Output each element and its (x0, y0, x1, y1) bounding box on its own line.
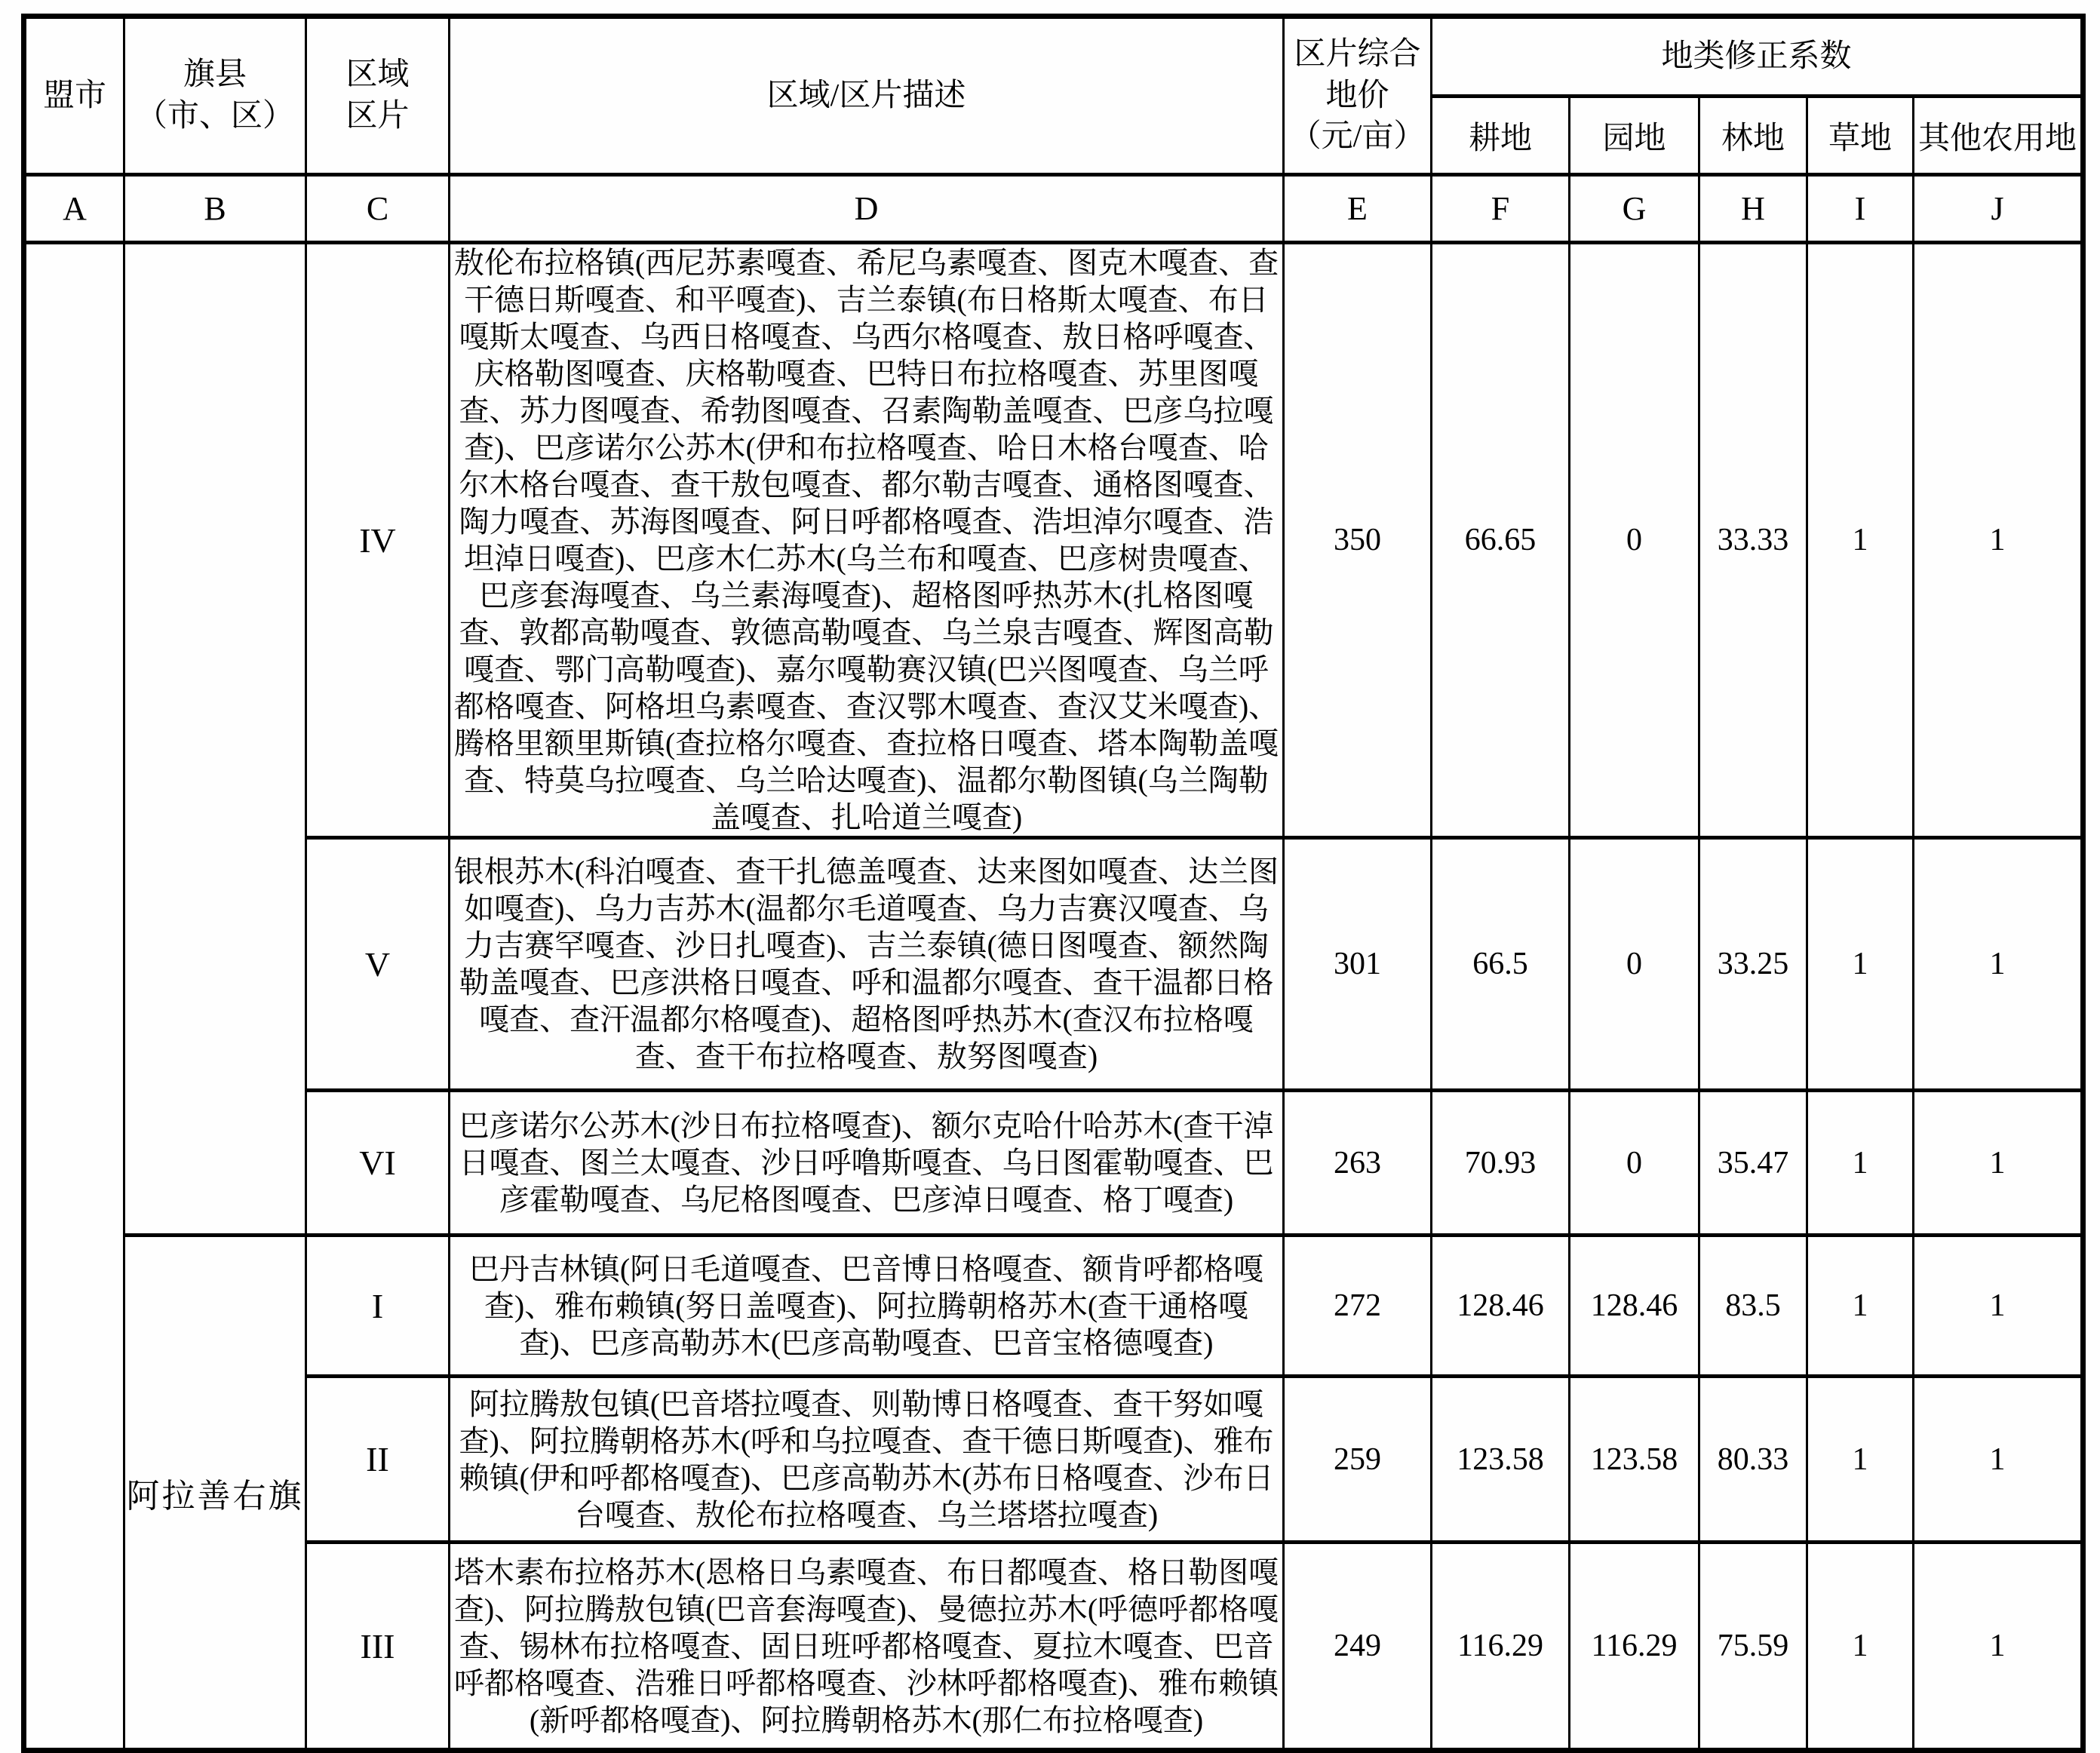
header-coeff-grassland: 草地 (1807, 97, 1914, 175)
header-league-label: 盟市 (42, 78, 106, 113)
coeff-garden-cell: 0 (1570, 1091, 1699, 1236)
coeff-garden-cell: 0 (1570, 838, 1699, 1091)
coeff-other-agri-cell: 1 (1914, 1091, 2083, 1236)
zone-cell: IV (306, 243, 450, 838)
column-letters-row (24, 175, 2083, 243)
price-cell: 249 (1284, 1543, 1432, 1751)
zone-cell: III (306, 1543, 450, 1751)
header-price-line2: 地价 (1325, 78, 1389, 113)
coeff-forest-cell: 80.33 (1699, 1377, 1807, 1543)
zone-cell: I (306, 1236, 450, 1377)
column-letter-c: C (306, 175, 450, 243)
column-letter-i: I (1807, 175, 1914, 243)
description-cell: 阿拉腾敖包镇(巴音塔拉嘎查、则勒博日格嘎查、查干努如嘎查)、阿拉腾朝格苏木(呼和乌拉嘎查、查干德日斯嘎查)、雅布赖镇(伊和呼都格嘎查)、巴彦高勒苏木(苏布日格嘎查、沙布日台嘎查、敖伦布拉格嘎查、乌兰塔塔拉嘎查) (450, 1377, 1284, 1543)
coeff-forest-cell: 83.5 (1699, 1236, 1807, 1377)
price-cell: 259 (1284, 1377, 1432, 1543)
coeff-grassland-cell: 1 (1807, 243, 1914, 838)
price-cell: 272 (1284, 1236, 1432, 1377)
column-letter-j: J (1914, 175, 2083, 243)
table-row (24, 838, 2083, 1091)
table-row (24, 1543, 2083, 1751)
description-cell: 敖伦布拉格镇(西尼苏素嘎查、希尼乌素嘎查、图克木嘎查、查干德日斯嘎查、和平嘎查)、吉兰泰镇(布日格斯太嘎查、布日嘎斯太嘎查、乌西日格嘎查、乌西尔格嘎查、敖日格呼嘎查、庆格勒图嘎查、庆格勒嘎查、巴特日布拉格嘎查、苏里图嘎查、苏力图嘎查、希勃图嘎查、召素陶勒盖嘎查、巴彦乌拉嘎查)、巴彦诺尔公苏木(伊和布拉格嘎查、哈日木格台嘎查、哈尔木格台嘎查、查干敖包嘎查、都尔勒吉嘎查、通格图嘎查、陶力嘎查、苏海图嘎查、阿日呼都格嘎查、浩坦淖尔嘎查、浩坦淖日嘎查)、巴彦木仁苏木(乌兰布和嘎查、巴彦树贵嘎查、巴彦套海嘎查、乌兰素海嘎查)、超格图呼热苏木(扎格图嘎查、敦都高勒嘎查、敦德高勒嘎查、乌兰泉吉嘎查、辉图高勒嘎查、鄂门高勒嘎查)、嘉尔嘎勒赛汉镇(巴兴图嘎查、乌兰呼都格嘎查、阿格坦乌素嘎查、查汉鄂木嘎查、查汉艾米嘎查)、腾格里额里斯镇(查拉格尔嘎查、查拉格日嘎查、塔本陶勒盖嘎查、特莫乌拉嘎查、乌兰哈达嘎查)、温都尔勒图镇(乌兰陶勒盖嘎查、扎哈道兰嘎查) (450, 243, 1284, 838)
coeff-forest-cell: 33.25 (1699, 838, 1807, 1091)
header-zone (306, 17, 450, 175)
header-price-line3: （元/亩） (1289, 119, 1426, 155)
coeff-cropland-cell: 66.65 (1432, 243, 1570, 838)
column-letter-g: G (1570, 175, 1699, 243)
table-row (24, 1091, 2083, 1236)
coeff-forest-cell: 33.33 (1699, 243, 1807, 838)
coeff-grassland-cell: 1 (1807, 1091, 1914, 1236)
coeff-grassland-cell: 1 (1807, 1236, 1914, 1377)
table-row (24, 1236, 2083, 1377)
coeff-cropland-cell: 123.58 (1432, 1377, 1570, 1543)
header-row-1 (24, 17, 2083, 97)
description-cell: 巴彦诺尔公苏木(沙日布拉格嘎查)、额尔克哈什哈苏木(查干淖日嘎查、图兰太嘎查、沙日呼噜斯嘎查、乌日图霍勒嘎查、巴彦霍勒嘎查、乌尼格图嘎查、巴彦淖日嘎查、格丁嘎查) (450, 1091, 1284, 1236)
table-row (24, 1377, 2083, 1543)
column-letter-e: E (1284, 175, 1432, 243)
description-cell: 巴丹吉林镇(阿日毛道嘎查、巴音博日格嘎查、额肯呼都格嘎查)、雅布赖镇(努日盖嘎查)、阿拉腾朝格苏木(查干通格嘎查)、巴彦高勒苏木(巴彦高勒嘎查、巴音宝格德嘎查) (450, 1236, 1284, 1377)
header-league (24, 17, 124, 175)
header-county (124, 17, 306, 175)
price-cell: 350 (1284, 243, 1432, 838)
price-cell: 301 (1284, 838, 1432, 1091)
description-cell: 银根苏木(科泊嘎查、查干扎德盖嘎查、达来图如嘎查、达兰图如嘎查)、乌力吉苏木(温都尔毛道嘎查、乌力吉赛汉嘎查、乌力吉赛罕嘎查、沙日扎嘎查)、吉兰泰镇(德日图嘎查、额然陶勒盖嘎查、巴彦洪格日嘎查、呼和温都尔嘎查、查干温都日格嘎查、查汗温都尔格嘎查)、超格图呼热苏木(查汉布拉格嘎查、查干布拉格嘎查、敖努图嘎查) (450, 838, 1284, 1091)
land-price-table (21, 14, 2086, 1753)
header-coeff-forest: 林地 (1699, 97, 1807, 175)
header-price-line1: 区片综合 (1294, 37, 1421, 72)
column-letter-d: D (450, 175, 1284, 243)
header-coeff-cropland: 耕地 (1432, 97, 1570, 175)
column-letter-a: A (24, 175, 124, 243)
price-cell: 263 (1284, 1091, 1432, 1236)
table-row (24, 243, 2083, 838)
header-description-label: 区域/区片描述 (766, 78, 966, 113)
coeff-grassland-cell: 1 (1807, 838, 1914, 1091)
header-coeff-group: 地类修正系数 (1432, 17, 2083, 97)
coeff-garden-cell: 123.58 (1570, 1377, 1699, 1543)
description-cell: 塔木素布拉格苏木(恩格日乌素嘎查、布日都嘎查、格日勒图嘎查)、阿拉腾敖包镇(巴音套海嘎查)、曼德拉苏木(呼德呼都格嘎查、锡林布拉格嘎查、固日班呼都格嘎查、夏拉木嘎查、巴音呼都格嘎查、浩雅日呼都格嘎查、沙林呼都格嘎查)、雅布赖镇(新呼都格嘎查)、阿拉腾朝格苏木(那仁布拉格嘎查) (450, 1543, 1284, 1751)
coeff-cropland-cell: 128.46 (1432, 1236, 1570, 1377)
header-coeff-garden: 园地 (1570, 97, 1699, 175)
county-cell-empty (124, 243, 306, 1236)
coeff-cropland-cell: 116.29 (1432, 1543, 1570, 1751)
coeff-grassland-cell: 1 (1807, 1377, 1914, 1543)
header-county-line1: 旗县 (183, 57, 247, 93)
column-letter-h: H (1699, 175, 1807, 243)
coeff-garden-cell: 116.29 (1570, 1543, 1699, 1751)
header-zone-line2: 区片 (345, 99, 410, 134)
league-cell-empty (24, 243, 124, 1751)
header-price (1284, 17, 1432, 175)
coeff-garden-cell: 0 (1570, 243, 1699, 838)
zone-cell: VI (306, 1091, 450, 1236)
coeff-other-agri-cell: 1 (1914, 1543, 2083, 1751)
coeff-cropland-cell: 70.93 (1432, 1091, 1570, 1236)
coeff-forest-cell: 35.47 (1699, 1091, 1807, 1236)
county-cell: 阿拉善右旗 (124, 1236, 306, 1751)
header-description (450, 17, 1284, 175)
coeff-other-agri-cell: 1 (1914, 1236, 2083, 1377)
coeff-forest-cell: 75.59 (1699, 1543, 1807, 1751)
zone-cell: V (306, 838, 450, 1091)
coeff-cropland-cell: 66.5 (1432, 838, 1570, 1091)
coeff-other-agri-cell: 1 (1914, 243, 2083, 838)
header-coeff-other-agri: 其他农用地 (1914, 97, 2083, 175)
coeff-grassland-cell: 1 (1807, 1543, 1914, 1751)
coeff-other-agri-cell: 1 (1914, 1377, 2083, 1543)
column-letter-b: B (124, 175, 306, 243)
coeff-other-agri-cell: 1 (1914, 838, 2083, 1091)
header-zone-line1: 区域 (345, 57, 410, 93)
header-county-line2: （市、区） (135, 99, 294, 134)
column-letter-f: F (1432, 175, 1570, 243)
zone-cell: II (306, 1377, 450, 1543)
coeff-garden-cell: 128.46 (1570, 1236, 1699, 1377)
